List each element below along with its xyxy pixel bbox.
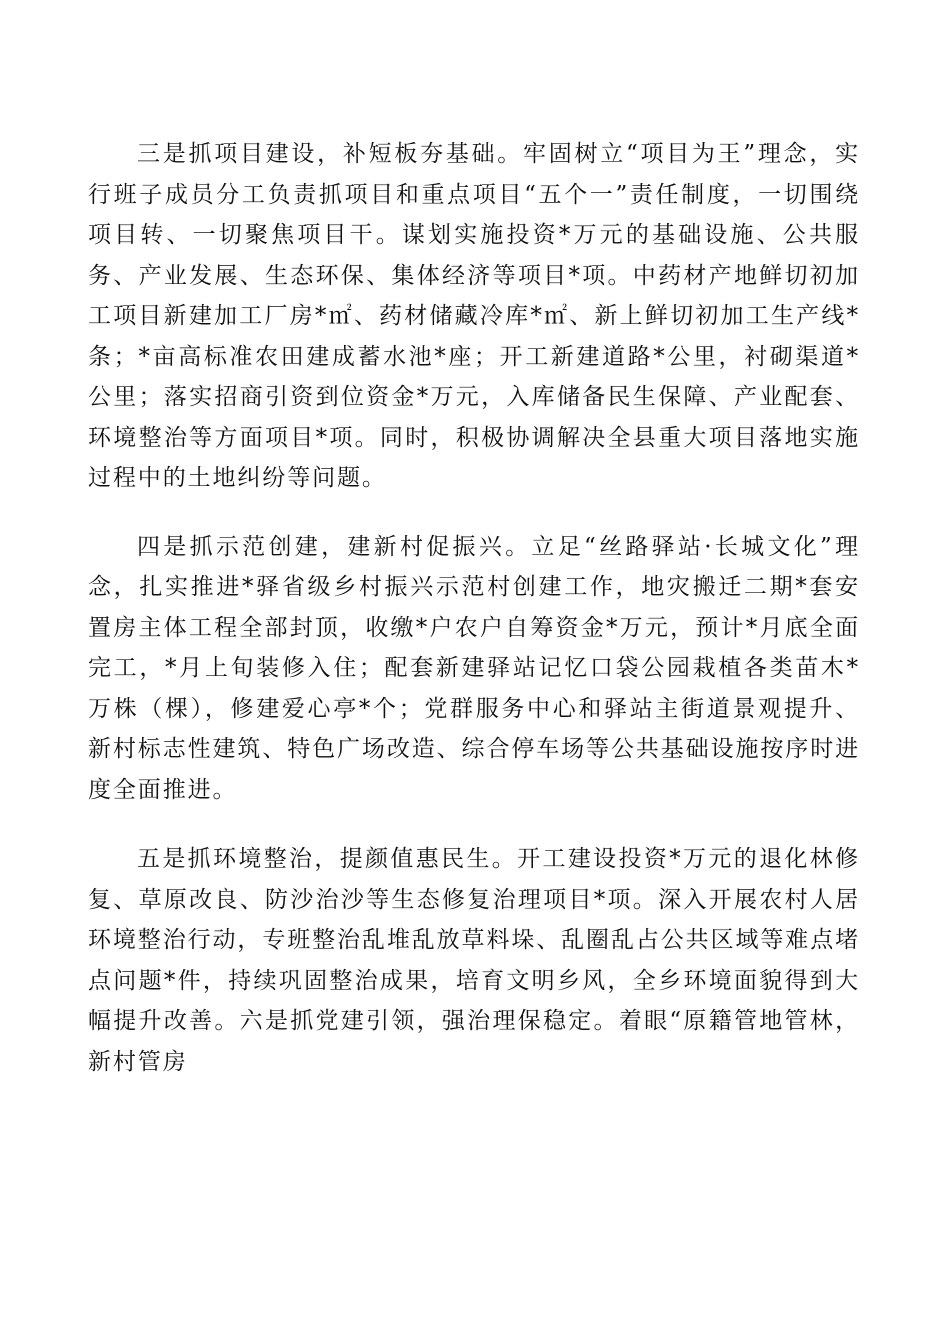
- paragraph-project-construction: 三是抓项目建设，补短板夯基础。牢固树立“项目为王”理念，实行班子成员分工负责抓项目和重点项目“五个一”责任制度，一切围绕项目转、一切聚焦项目干。谋划实施投资*万元的基础设施、公共服务、产业发展、生态环保、集体经济等项目*项。中药材产地鲜切初加工项目新建加工厂房*㎡、药材储藏冷库*㎡、新上鲜切初加工生产线*条；*亩高标准农田建成蓄水池*座；开工新建道路*公里，衬砌渠道*公里；落实招商引资到位资金*万元，入库储备民生保障、产业配套、环境整治等方面项目*项。同时，积极协调解决全县重大项目落地实施过程中的土地纠纷等问题。: [88, 141, 860, 491]
- paragraph-environment-improvement: 五是抓环境整治，提颜值惠民生。开工建设投资*万元的退化林修复、草原改良、防沙治沙等生态修复治理项目*项。深入开展农村人居环境整治行动，专班整治乱堆乱放草料垛、乱圈乱占公共区域等难点堵点问题*件，持续巩固整治成果，培育文明乡风，全乡环境面貌得到大幅提升改善。六是抓党建引领，强治理保稳定。着眼“原籍管地管林，新村管房: [88, 846, 860, 1075]
- paragraph-demonstration-village: 四是抓示范创建，建新村促振兴。立足“丝路驿站·长城文化”理念，扎实推进*驿省级乡村振兴示范村创建工作，地灾搬迁二期*套安置房主体工程全部封顶，收缴*户农户自筹资金*万元，预计*月底全面完工，*月上旬装修入住；配套新建驿站记忆口袋公园栽植各类苗木*万株（棵），修建爱心亭*个；党群服务中心和驿站主街道景观提升、新村标志性建筑、特色广场改造、综合停车场等公共基础设施按序时进度全面推进。: [88, 533, 860, 803]
- document-body: [88, 134, 860, 1082]
